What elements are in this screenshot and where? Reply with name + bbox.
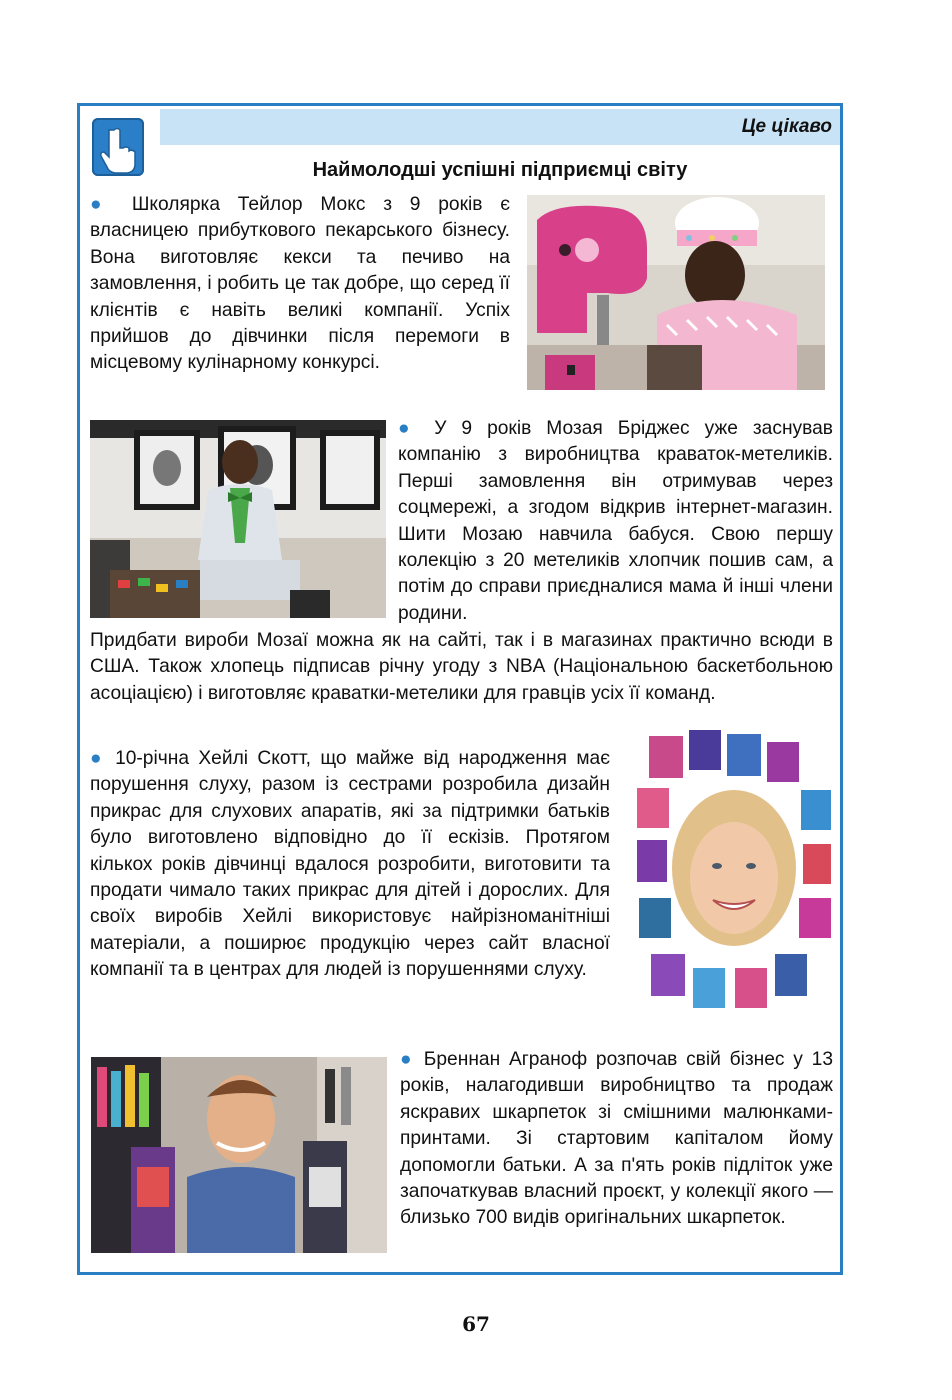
paragraph-text: Школярка Тейлор Мокс з 9 років є власницею прибуткового пекарського бізнесу. Вона виготовляє кекси та печиво на замовлення, і робить це так добре, що серед її клієнтів є навіть великі компанії. Успіх прийшов до дівчинки після перемоги в місцевому кулінарному конкурсі. bbox=[90, 194, 510, 374]
bullet-icon: ● bbox=[90, 194, 115, 215]
paragraph-text: 10-річна Хейлі Скотт, що майже від народження має порушення слуху, разом із сестрами розробила дизайн прикрас для слухових апаратів, які за підтримки батьків було виготовлено відповідно до її ескізів. Протягом кількох років дівчинці вдалося розробити, виготовити та продати чимало таких прикрас для дітей і дорослих. Для своїх виробів Хейлі використовує найрізноманітніші матеріали, а поширює продукцію через сайт власної компанії та в центрах для людей із порушеннями слуху. bbox=[90, 748, 610, 981]
info-box bbox=[77, 103, 843, 1275]
paragraph-moziah-bridges bbox=[398, 416, 833, 627]
photo-brennan-agranoff bbox=[91, 1057, 387, 1253]
paragraph-taylor-moxey bbox=[90, 192, 510, 377]
paragraph-haley-scott bbox=[90, 746, 610, 984]
paragraph-brennan-agranoff bbox=[400, 1047, 833, 1232]
rubric-strip bbox=[160, 109, 840, 145]
bullet-icon: ● bbox=[398, 418, 420, 439]
paragraph-text: Бреннан Аграноф розпочав свій бізнес у 13 років, налагодивши виробництво та продаж яскравих шкарпеток зі смішними малюнками-принтами. Зі стартовим капіталом йому допомогли батьки. А за п'ять років підліток уже започаткував власний проєкт, у колекції якого — близько 700 видів оригінальних шкарпеток. bbox=[400, 1049, 833, 1229]
bullet-icon: ● bbox=[400, 1049, 416, 1070]
photo-moziah-bridges bbox=[90, 420, 386, 618]
paragraph-text: У 9 років Мозая Бріджес уже заснував компанію з виробництва краваток-метеликів. Перші замовлення він отримував через соцмережі, а згодом відкрив інтернет-магазин. Шити Мозаю навчила бабуся. Свою першу колекцію з 20 метеликів хлопчик пошив сам, а потім до справи приєдналися мама й інші члени родини. bbox=[398, 418, 833, 624]
page-number: 67 bbox=[462, 1312, 490, 1336]
article-title: Наймолодші успішні підприємці світу bbox=[312, 159, 688, 181]
photo-haley-scott bbox=[635, 728, 833, 1020]
rubric-label: Це цікаво bbox=[741, 116, 832, 137]
paragraph-moziah-continued bbox=[90, 628, 833, 707]
photo-taylor-moxey bbox=[527, 195, 825, 390]
paragraph-text: Придбати вироби Мозаї можна як на сайті, так і в магазинах практично всюди в США. Також хлопець підписав річну угоду з NBA (Національною баскетбольною асоціацією) і виготовляє краватки-метелики для гравців усіх її команд. bbox=[90, 630, 833, 704]
bullet-icon: ● bbox=[90, 748, 106, 769]
